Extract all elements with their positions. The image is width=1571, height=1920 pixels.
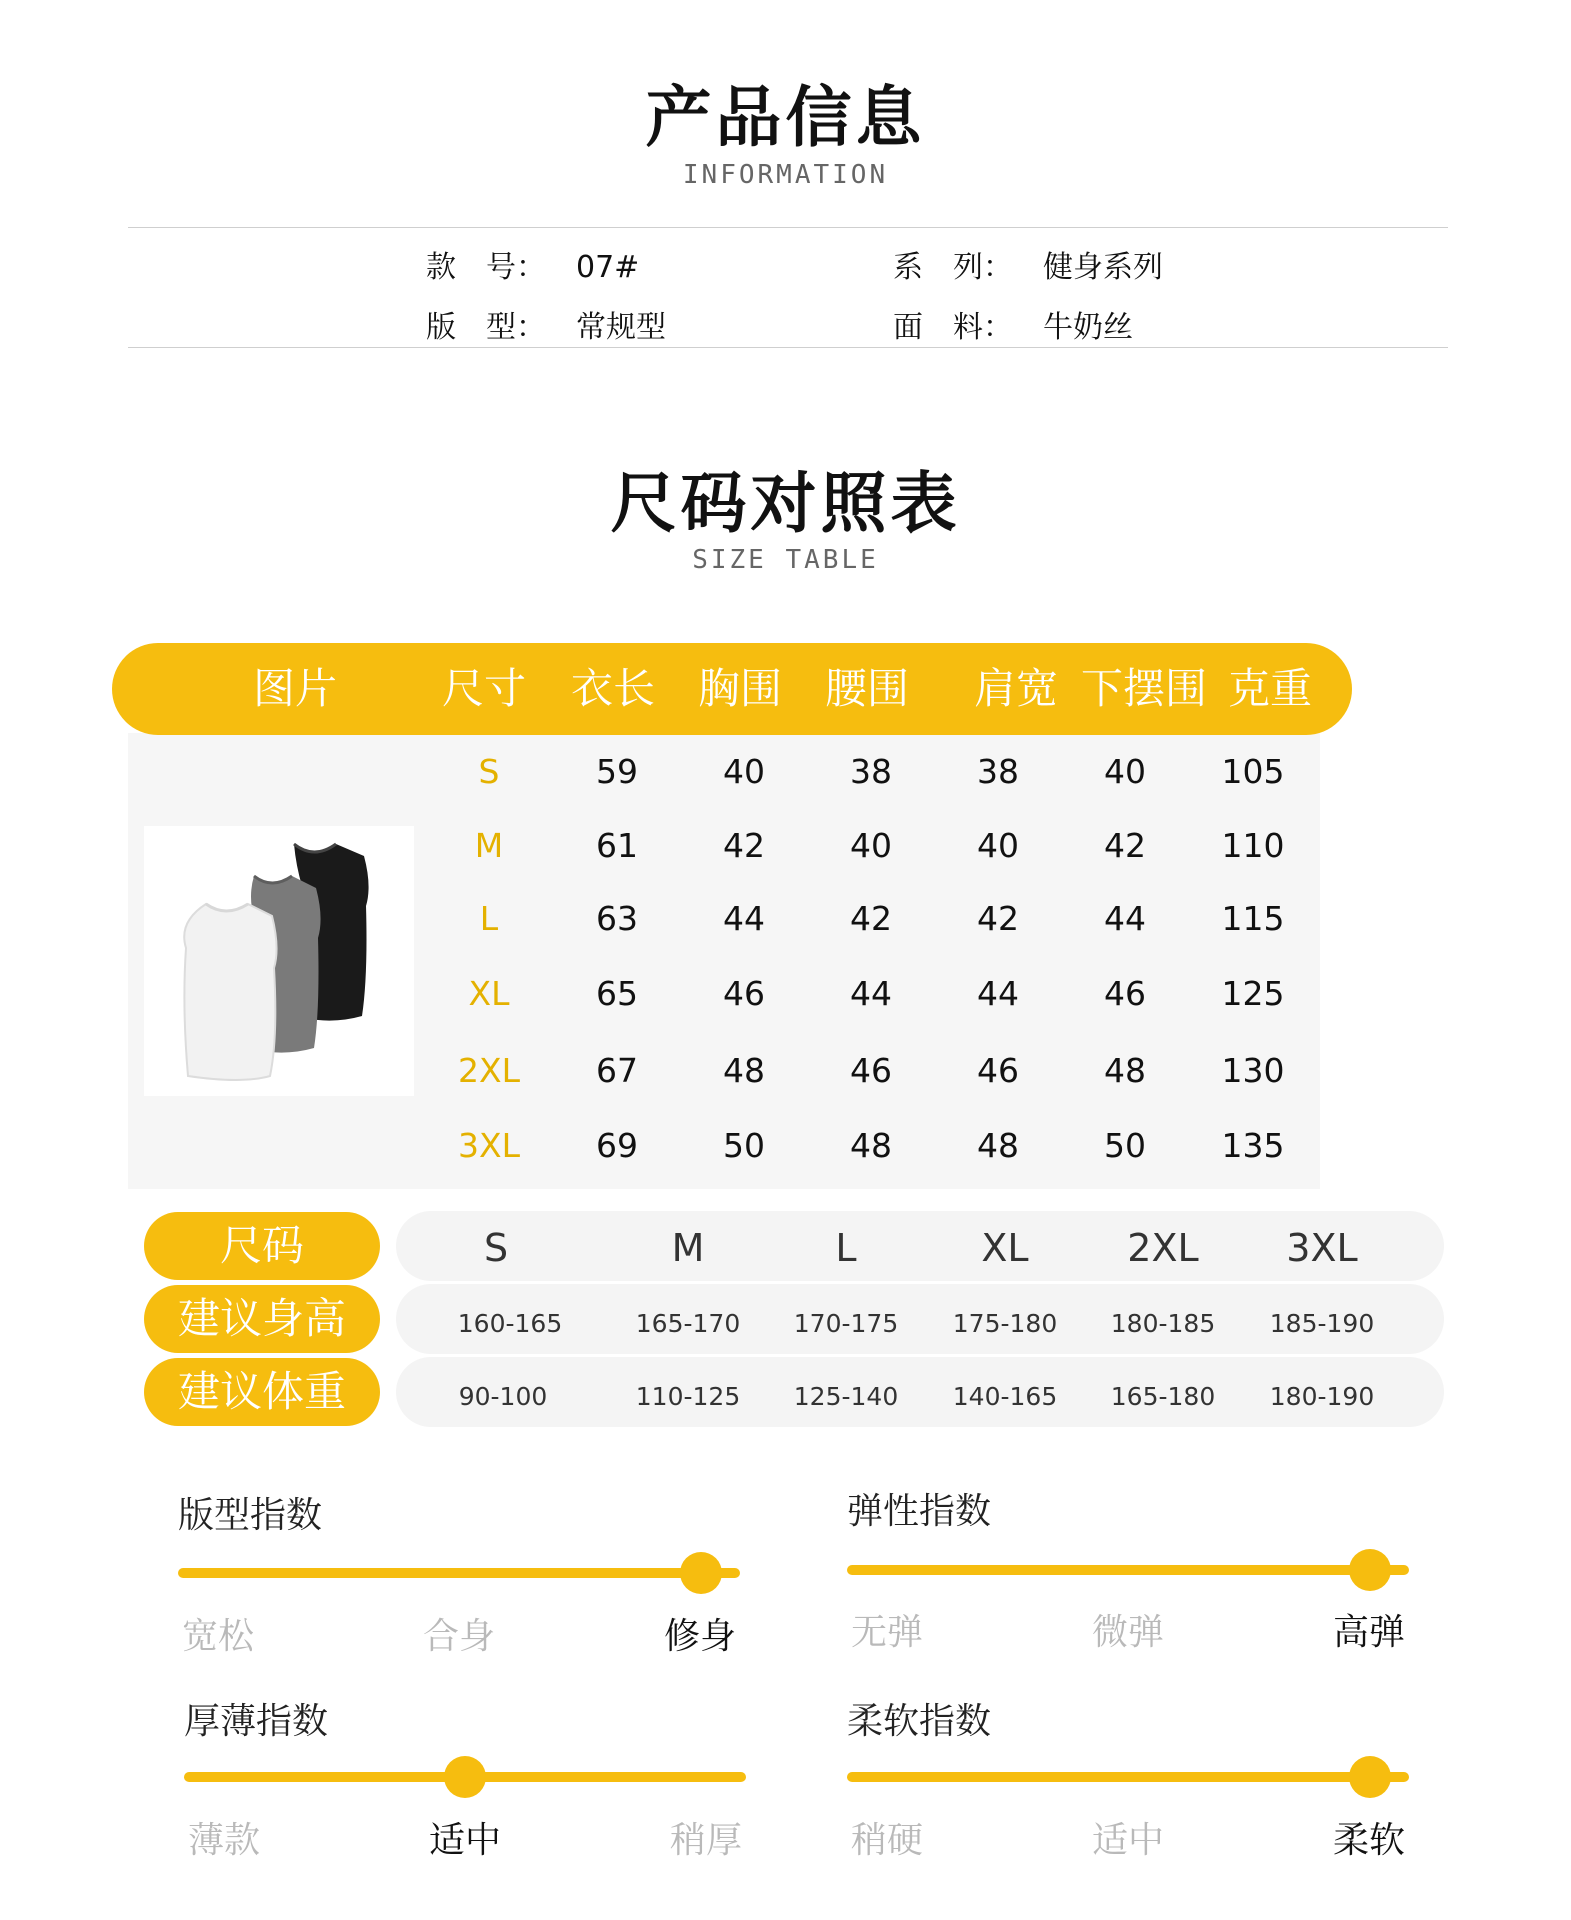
info-bottom-divider [128,347,1448,348]
size-cell: 38 [850,752,892,791]
recommend-label-weight: 建议体重 [144,1358,380,1426]
size-cell: 135 [1221,1126,1285,1165]
index-knob [1349,1549,1391,1591]
index-title: 厚薄指数 [184,1701,329,1742]
size-cell: 48 [977,1126,1019,1165]
col-header-weight: 克重 [1227,664,1313,713]
size-cell: 125 [1221,974,1285,1013]
tank-tops-illustration [144,826,414,1096]
size-table-header [112,643,1352,735]
index-option: 稍厚 [669,1820,743,1861]
size-label: L [479,899,499,938]
index-option: 适中 [1091,1820,1165,1861]
size-cell: 38 [977,752,1019,791]
index-option: 微弹 [1091,1612,1165,1653]
col-header-shoulder: 肩宽 [973,664,1059,713]
info-label: 款 号： [426,250,546,285]
recommend-size: S [483,1226,509,1270]
size-cell: 44 [1104,899,1146,938]
size-cell: 61 [596,826,638,865]
size-cell: 40 [977,826,1019,865]
info-label: 版 型： [426,310,546,345]
index-option: 合身 [422,1616,496,1657]
size-label: 3XL [458,1126,520,1165]
info-title: 产品信息 [645,79,926,156]
size-cell: 42 [850,899,892,938]
recommend-label-height: 建议身高 [144,1285,380,1353]
recommend-weight: 140-165 [952,1382,1058,1411]
index-option: 薄款 [187,1820,261,1861]
info-subtitle: INFORMATION [682,160,889,190]
index-title: 柔软指数 [847,1701,992,1742]
recommend-label-size: 尺码 [144,1212,380,1280]
size-label: XL [468,974,510,1013]
recommend-size: L [835,1226,857,1270]
size-subtitle: SIZE TABLE [692,545,879,575]
info-field-style-no [426,242,639,286]
size-cell: 44 [977,974,1019,1013]
size-cell: 105 [1221,752,1285,791]
size-cell: 48 [723,1051,765,1090]
size-cell: 40 [723,752,765,791]
info-label: 面 料： [893,310,1013,345]
recommend-size: M [671,1226,705,1270]
size-cell: 44 [723,899,765,938]
recommend-height: 170-175 [793,1309,899,1338]
index-option: 宽松 [181,1616,255,1657]
index-track [178,1568,740,1578]
size-cell: 48 [850,1126,892,1165]
size-cell: 42 [723,826,765,865]
size-cell: 46 [723,974,765,1013]
col-header-chest: 胸围 [697,664,783,713]
info-value: 牛奶丝 [1043,310,1133,345]
size-cell: 50 [1104,1126,1146,1165]
size-cell: 44 [850,974,892,1013]
size-cell: 65 [596,974,638,1013]
size-cell: 63 [596,899,638,938]
index-option: 高弹 [1332,1612,1406,1653]
size-cell: 46 [1104,974,1146,1013]
recommend-size: XL [981,1226,1029,1270]
info-field-fit [426,302,666,346]
index-title: 版型指数 [178,1495,323,1536]
index-track [847,1565,1409,1575]
recommend-height: 180-185 [1110,1309,1216,1338]
info-field-fabric [893,302,1133,346]
size-cell: 48 [1104,1051,1146,1090]
product-image [144,826,414,1096]
col-header-waist: 腰围 [824,664,910,713]
info-value: 健身系列 [1043,250,1163,285]
index-option: 稍硬 [850,1820,924,1861]
size-cell: 67 [596,1051,638,1090]
index-option: 柔软 [1332,1820,1406,1861]
info-label: 系 列： [893,250,1013,285]
size-cell: 59 [596,752,638,791]
col-header-length: 衣长 [570,664,656,713]
recommend-height: 185-190 [1269,1309,1375,1338]
size-cell: 40 [850,826,892,865]
size-cell: 42 [977,899,1019,938]
col-header-hem: 下摆围 [1080,664,1208,713]
index-knob [444,1756,486,1798]
recommend-height: 165-170 [635,1309,741,1338]
size-cell: 50 [723,1126,765,1165]
col-header-image: 图片 [252,664,338,713]
recommend-weight: 165-180 [1110,1382,1216,1411]
size-label: M [474,826,504,865]
size-label: 2XL [458,1051,520,1090]
size-cell: 110 [1221,826,1285,865]
size-cell: 46 [977,1051,1019,1090]
info-value: 07# [576,250,640,285]
col-header-size: 尺寸 [441,664,527,713]
size-cell: 42 [1104,826,1146,865]
recommend-weight: 110-125 [635,1382,741,1411]
recommend-size: 2XL [1127,1226,1199,1270]
index-option: 适中 [428,1820,502,1861]
recommend-height: 175-180 [952,1309,1058,1338]
recommend-height: 160-165 [457,1309,563,1338]
info-field-series [893,242,1163,286]
index-knob [1349,1756,1391,1798]
size-cell: 115 [1221,899,1285,938]
recommend-size: 3XL [1286,1226,1358,1270]
index-track [847,1772,1409,1782]
index-knob [680,1552,722,1594]
info-top-divider [128,227,1448,228]
recommend-weight: 90-100 [458,1382,548,1411]
index-option: 修身 [663,1616,737,1657]
size-label: S [478,752,500,791]
size-cell: 40 [1104,752,1146,791]
recommend-weight: 180-190 [1269,1382,1375,1411]
recommend-weight: 125-140 [793,1382,899,1411]
size-cell: 69 [596,1126,638,1165]
size-cell: 130 [1221,1051,1285,1090]
size-cell: 46 [850,1051,892,1090]
index-option: 无弹 [850,1612,924,1653]
size-title: 尺码对照表 [610,465,961,542]
index-title: 弹性指数 [847,1491,992,1532]
info-value: 常规型 [576,310,666,345]
